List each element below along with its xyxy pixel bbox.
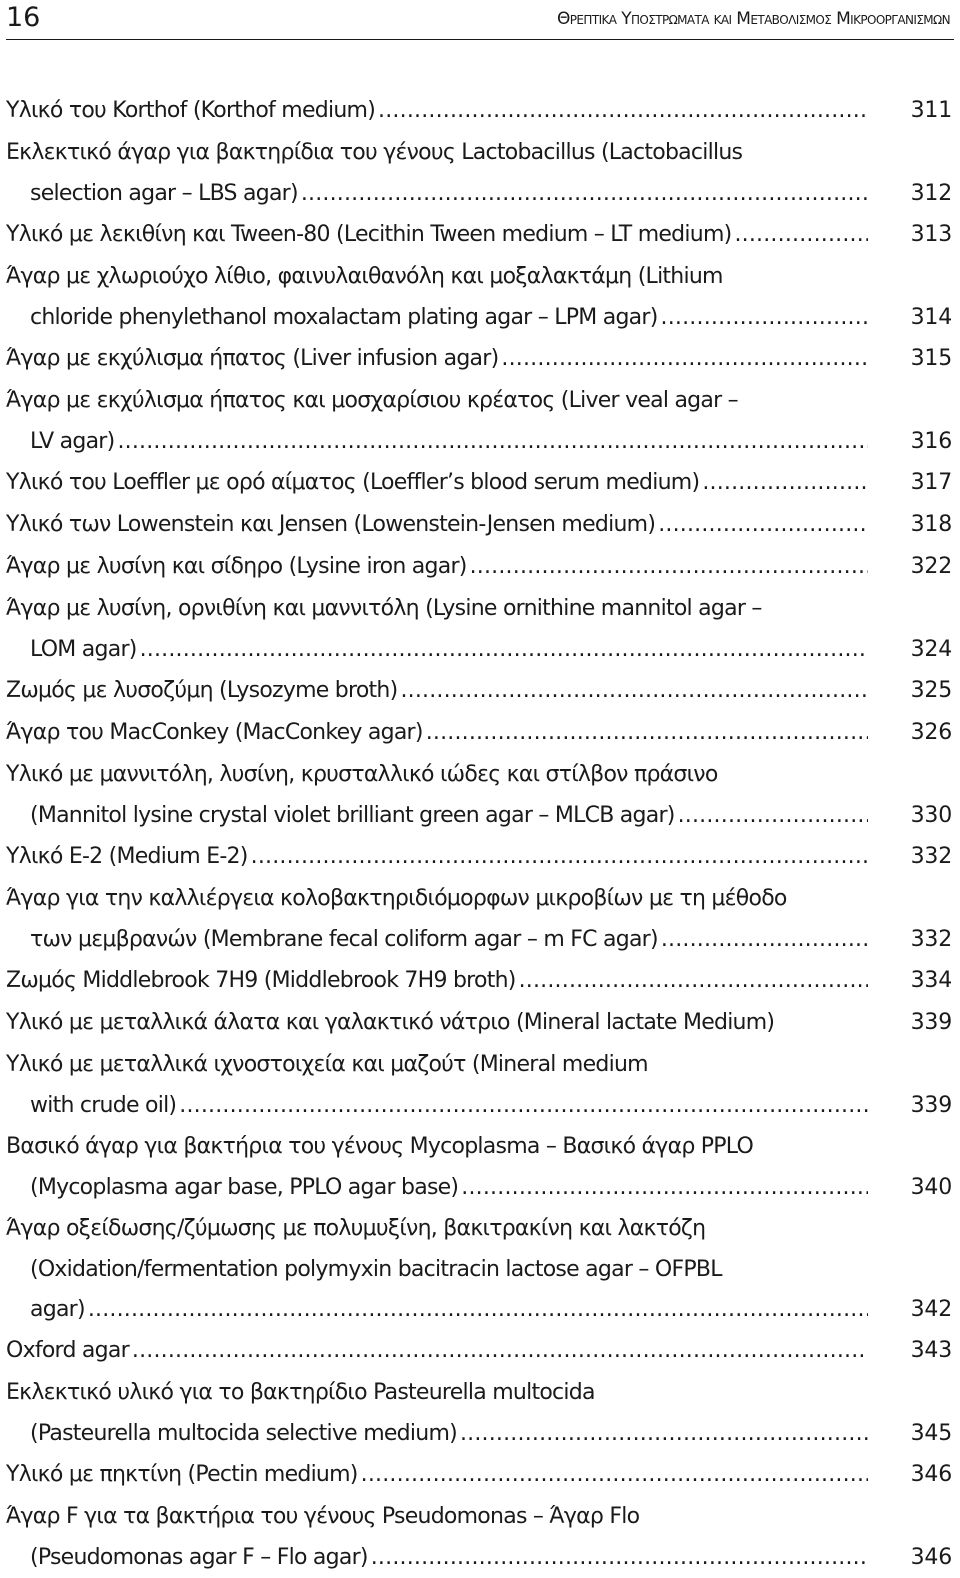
- toc-entry-text-wrap: [6, 90, 868, 132]
- toc-page-number: 313: [910, 222, 952, 247]
- toc-entry: [0, 132, 960, 214]
- dot-leader: [460, 1414, 868, 1454]
- dot-leader: [678, 796, 868, 836]
- dot-leader: [378, 90, 868, 132]
- toc-entry-title: Άγαρ με εκχύλισμα ήπατος (Liver infusion agar): [6, 346, 499, 371]
- toc-entry-text-wrap: [6, 1330, 868, 1372]
- toc-entry-line: [0, 878, 960, 920]
- toc-entry-text-wrap: [6, 836, 868, 878]
- toc-entry-line: [0, 338, 960, 380]
- toc-entry-title: Υλικό με μεταλλικά ιχνοστοιχεία και μαζούτ (Mineral medium: [6, 1052, 648, 1077]
- toc-entry-line: [0, 960, 960, 1002]
- toc-entry-line: [0, 836, 960, 878]
- dot-leader: [661, 920, 868, 960]
- dot-leader: [461, 1168, 868, 1208]
- toc-entry-line: [0, 1126, 960, 1168]
- toc-entry-line: [0, 1330, 960, 1372]
- toc-entry-text-wrap: [30, 1414, 868, 1454]
- toc-entry: [0, 960, 960, 1002]
- toc-entry-title: Άγαρ με χλωριούχο λίθιο, φαινυλαιθανόλη και μοξαλακτάμη (Lithium: [6, 264, 723, 289]
- dot-leader: [661, 298, 868, 338]
- toc-entry: [0, 462, 960, 504]
- toc-entry-line: [0, 1168, 960, 1208]
- toc-entry-title: chloride phenylethanol moxalactam plating agar – LPM agar): [30, 305, 658, 330]
- dot-leader: [426, 712, 868, 754]
- toc-entry: [0, 338, 960, 380]
- page-header: [0, 0, 960, 40]
- toc-page-number: 315: [910, 346, 952, 371]
- toc-entry: [0, 1044, 960, 1126]
- toc-entry-text-wrap: [6, 1002, 868, 1044]
- toc-entry-title: Ζωμός με λυσοζύμη (Lysozyme broth): [6, 678, 398, 703]
- dot-leader: [702, 462, 868, 504]
- toc-page-number: 332: [910, 844, 952, 869]
- toc-entry-title: Υλικό E-2 (Medium E-2): [6, 844, 248, 869]
- toc-page-number: 316: [910, 429, 952, 454]
- toc-entry-title: Εκλεκτικό υλικό για το βακτηρίδιο Pasteurella multocida: [6, 1380, 595, 1405]
- toc-entry-title: Βασικό άγαρ για βακτήρια του γένους Mycoplasma – Βασικό άγαρ PPLO: [6, 1134, 754, 1159]
- header-rule: [6, 39, 954, 40]
- toc-entry-text-wrap: [6, 1454, 868, 1496]
- toc-entry-title: Ζωμός Middlebrook 7H9 (Middlebrook 7H9 broth): [6, 968, 516, 993]
- toc-entry-text-wrap: [6, 670, 868, 712]
- toc-entry-line: [0, 1044, 960, 1086]
- toc-entry-title: Εκλεκτικό άγαρ για βακτηρίδια του γένους Lactobacillus (Lactobacillus: [6, 140, 743, 165]
- toc-entry-title: (Pasteurella multocida selective medium): [30, 1421, 457, 1446]
- toc-entry-title: (Mycoplasma agar base, PPLO agar base): [30, 1175, 459, 1200]
- toc-entry-line: [0, 670, 960, 712]
- toc-page-number: 314: [910, 305, 952, 330]
- toc-page-number: 311: [910, 98, 952, 123]
- toc-entry-title: Άγαρ για την καλλιέργεια κολοβακτηριδιόμορφων μικροβίων με τη μέθοδο: [6, 886, 787, 911]
- toc-entry: [0, 1454, 960, 1496]
- toc-entry-line: [0, 90, 960, 132]
- dot-leader: [179, 1086, 868, 1126]
- dot-leader: [301, 174, 868, 214]
- toc-page-number: 332: [910, 927, 952, 952]
- toc-page-number: 317: [910, 470, 952, 495]
- toc-page-number: 325: [910, 678, 952, 703]
- toc-entry-text-wrap: [30, 298, 868, 338]
- toc-entry: [0, 836, 960, 878]
- toc-entry-title: Άγαρ του MacConkey (MacConkey agar): [6, 720, 423, 745]
- toc-entry-title: Υλικό του Loeffler με ορό αίματος (Loeffler’s blood serum medium): [6, 470, 700, 495]
- toc-entry-text-wrap: [30, 796, 868, 836]
- toc-entry: [0, 1372, 960, 1454]
- toc-entry: [0, 380, 960, 462]
- toc-page-number: 318: [910, 512, 952, 537]
- toc-entry-line: [0, 256, 960, 298]
- toc-entry-text-wrap: [30, 174, 868, 214]
- toc-entry-line: [0, 132, 960, 174]
- toc-entry-title: Υλικό των Lowenstein και Jensen (Lowenstein-Jensen medium): [6, 512, 656, 537]
- dot-leader: [400, 670, 868, 712]
- toc-page-number: 322: [910, 554, 952, 579]
- toc-page-number: 346: [910, 1462, 952, 1487]
- toc-entry-line: [0, 1002, 960, 1044]
- toc-page-number: 339: [910, 1093, 952, 1118]
- toc-entry: [0, 588, 960, 670]
- toc-entry: [0, 1126, 960, 1208]
- toc-entry-text-wrap: [30, 422, 868, 462]
- toc-entry-text-wrap: [30, 630, 868, 670]
- toc-entry-line: [0, 174, 960, 214]
- toc-entry-line: [0, 1086, 960, 1126]
- toc-entry-line: [0, 796, 960, 836]
- toc-entry-line: [0, 1290, 960, 1330]
- toc-entry-title: LV agar): [30, 429, 115, 454]
- toc-entry: [0, 504, 960, 546]
- toc-entry: [0, 878, 960, 960]
- toc-page-number: 340: [910, 1175, 952, 1200]
- toc-entry-title: LOM agar): [30, 637, 137, 662]
- toc-entry-text-wrap: [6, 712, 868, 754]
- page-number: 16: [6, 2, 41, 33]
- dot-leader: [251, 836, 868, 878]
- toc-entry-title: (Pseudomonas agar F – Flo agar): [30, 1545, 368, 1570]
- table-of-contents: [0, 90, 960, 1578]
- toc-entry-title: Υλικό με μεταλλικά άλατα και γαλακτικό νάτριο (Mineral lactate Medium): [6, 1010, 775, 1035]
- toc-entry: [0, 90, 960, 132]
- toc-page-number: 339: [910, 1010, 952, 1035]
- dot-leader: [132, 1330, 868, 1372]
- running-title: Θρεπτικα Υποστρωματα και Μεταβολισμος Μικροοργανισμων: [557, 9, 950, 29]
- toc-entry-line: [0, 298, 960, 338]
- toc-entry: [0, 1330, 960, 1372]
- toc-entry-title: Άγαρ με λυσίνη και σίδηρο (Lysine iron agar): [6, 554, 467, 579]
- toc-page-number: 330: [910, 803, 952, 828]
- toc-entry-title: with crude oil): [30, 1093, 177, 1118]
- toc-entry-text-wrap: [6, 462, 868, 504]
- toc-entry-text-wrap: [6, 338, 868, 380]
- toc-entry-line: [0, 1454, 960, 1496]
- toc-entry: [0, 214, 960, 256]
- toc-entry-title: agar): [30, 1297, 85, 1322]
- toc-entry: [0, 1496, 960, 1578]
- toc-entry: [0, 546, 960, 588]
- toc-entry-line: [0, 1496, 960, 1538]
- toc-entry-line: [0, 1372, 960, 1414]
- toc-entry-title: Υλικό με πηκτίνη (Pectin medium): [6, 1462, 358, 1487]
- toc-entry-title: (Mannitol lysine crystal violet brilliant green agar – MLCB agar): [30, 803, 675, 828]
- dot-leader: [371, 1538, 868, 1578]
- dot-leader: [519, 960, 868, 1002]
- toc-entry-title: Άγαρ οξείδωσης/ζύμωσης με πολυμυξίνη, βακιτρακίνη και λακτόζη: [6, 1216, 706, 1241]
- toc-entry-title: Άγαρ με λυσίνη, ορνιθίνη και μαννιτόλη (Lysine ornithine mannitol agar –: [6, 596, 762, 621]
- toc-page-number: 346: [910, 1545, 952, 1570]
- toc-entry-text-wrap: [30, 1290, 868, 1330]
- toc-page-number: 343: [910, 1338, 952, 1363]
- toc-entry-title: Άγαρ F για τα βακτήρια του γένους Pseudomonas – Άγαρ Flo: [6, 1504, 640, 1529]
- toc-entry-line: [0, 1414, 960, 1454]
- toc-entry: [0, 712, 960, 754]
- toc-entry-title: selection agar – LBS agar): [30, 181, 298, 206]
- toc-entry-line: [0, 462, 960, 504]
- toc-entry-text-wrap: [6, 504, 868, 546]
- toc-entry-title: Υλικό με λεκιθίνη και Tween-80 (Lecithin Tween medium – LT medium): [6, 222, 732, 247]
- toc-entry-title: Oxford agar: [6, 1338, 129, 1363]
- toc-page-number: 312: [910, 181, 952, 206]
- dot-leader: [734, 214, 868, 256]
- toc-page-number: 326: [910, 720, 952, 745]
- toc-entry-line: [0, 546, 960, 588]
- dot-leader: [140, 630, 868, 670]
- toc-entry-text-wrap: [30, 1168, 868, 1208]
- dot-leader: [470, 546, 868, 588]
- toc-entry-line: [0, 920, 960, 960]
- toc-entry-text-wrap: [30, 1086, 868, 1126]
- toc-entry-line: [0, 630, 960, 670]
- dot-leader: [658, 504, 868, 546]
- toc-entry-line: [0, 422, 960, 462]
- toc-entry-line: [0, 1538, 960, 1578]
- dot-leader: [117, 422, 868, 462]
- toc-page-number: 334: [910, 968, 952, 993]
- toc-entry: [0, 256, 960, 338]
- toc-entry: [0, 1002, 960, 1044]
- toc-entry-text-wrap: [30, 920, 868, 960]
- toc-entry-title: Υλικό με μαννιτόλη, λυσίνη, κρυσταλλικό ιώδες και στίλβον πράσινο: [6, 762, 718, 787]
- toc-page-number: 324: [910, 637, 952, 662]
- toc-entry-line: [0, 1250, 960, 1290]
- toc-entry-title: των μεμβρανών (Membrane fecal coliform agar – m FC agar): [30, 927, 658, 952]
- toc-entry-line: [0, 1208, 960, 1250]
- toc-entry-title: (Oxidation/fermentation polymyxin bacitracin lactose agar – OFPBL: [30, 1257, 722, 1282]
- dot-leader: [361, 1454, 868, 1496]
- toc-entry-text-wrap: [6, 546, 868, 588]
- dot-leader: [88, 1290, 868, 1330]
- toc-entry-text-wrap: [30, 1538, 868, 1578]
- toc-entry-line: [0, 504, 960, 546]
- toc-page-number: 345: [910, 1421, 952, 1446]
- toc-entry-line: [0, 588, 960, 630]
- toc-page-number: 342: [910, 1297, 952, 1322]
- toc-entry-line: [0, 214, 960, 256]
- toc-entry: [0, 754, 960, 836]
- toc-entry: [0, 670, 960, 712]
- toc-entry-line: [0, 712, 960, 754]
- dot-leader: [501, 338, 868, 380]
- toc-entry-title: Υλικό του Korthof (Korthof medium): [6, 98, 376, 123]
- toc-entry-title: Άγαρ με εκχύλισμα ήπατος και μοσχαρίσιου κρέατος (Liver veal agar –: [6, 388, 738, 413]
- toc-entry-line: [0, 754, 960, 796]
- toc-entry: [0, 1208, 960, 1330]
- toc-entry-text-wrap: [6, 214, 868, 256]
- toc-entry-line: [0, 380, 960, 422]
- toc-entry-text-wrap: [6, 960, 868, 1002]
